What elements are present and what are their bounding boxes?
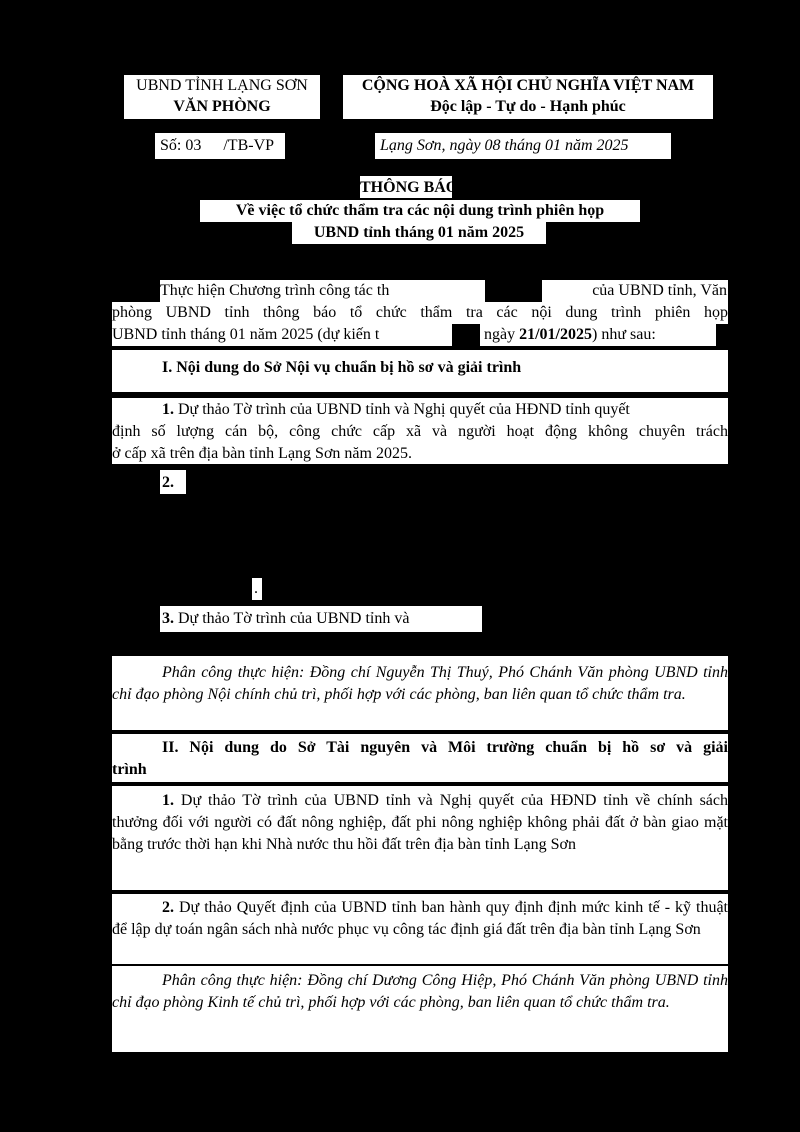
section2-assignment: Phân công thực hiện: Đồng chí Dương Công Hiệp, Phó Chánh Văn phòng UBND tỉnh chỉ đạo phòng Kinh tế chủ trì, phối hợp với các phòng, ban liên quan tổ chức thẩm tra. — [112, 972, 728, 1011]
intro-line3-tail: ) như sau: — [592, 326, 656, 343]
office-name: VĂN PHÒNG — [173, 98, 271, 115]
nation-name: CỘNG HOÀ XÃ HỘI CHỦ NGHĨA VIỆT NAM — [361, 77, 695, 94]
title-subject-line1: Về việc tổ chức thẩm tra các nội dung trình phiên họp — [235, 202, 605, 219]
section1-item3 — [162, 609, 409, 629]
section2-item1 — [112, 790, 728, 856]
document-title: THÔNG BÁO — [360, 179, 459, 196]
section2-item1-number: 1. — [162, 792, 174, 809]
intro-line2: phòng UBND tỉnh thông báo tổ chức thẩm tra các nội dung trình phiên họp — [112, 304, 728, 321]
intro-line1-end: của UBND tỉnh, Văn — [592, 282, 727, 299]
intro-line3-start: UBND tỉnh tháng 01 năm 2025 (dự kiến t — [112, 326, 380, 343]
section2-item1-text: Dự thảo Tờ trình của UBND tỉnh và Nghị quyết của HĐND tỉnh về chính sách thưởng đối với người có đất nông nghiệp, đất phi nông nghiệp không phải đất ở bàn giao mặt bằng trước thời hạn khi Nhà nước thu hồi đất trên địa bàn tỉnh Lạng Sơn — [112, 792, 729, 853]
section1-assignment: Phân công thực hiện: Đồng chí Nguyễn Thị Thuý, Phó Chánh Văn phòng UBND tỉnh chỉ đạo phòng Nội chính chủ trì, phối hợp với các phòng, ban liên quan tổ chức thẩm tra. — [112, 664, 728, 703]
section2-heading-line2: trình — [112, 761, 147, 778]
org-name: UBND TỈNH LẠNG SƠN — [136, 77, 308, 94]
document-number-prefix: Số: 03 — [160, 137, 202, 154]
section1-item1-text-line1: Dự thảo Tờ trình của UBND tỉnh và Nghị quyết của HĐND tỉnh quyết — [178, 401, 630, 418]
section1-item1-line3: ở cấp xã trên địa bàn tỉnh Lạng Sơn năm 2025. — [112, 445, 412, 462]
nation-motto: Độc lập - Tự do - Hạnh phúc — [430, 98, 626, 115]
section1-item1-number: 1. — [162, 401, 174, 418]
document-number — [160, 136, 274, 156]
section2-item2-number: 2. — [162, 899, 174, 916]
section1-item2-number: 2. — [162, 474, 174, 491]
section2-heading-line1: II. Nội dung do Sở Tài nguyên và Môi trường chuẩn bị hồ sơ và giải — [162, 739, 728, 756]
section1-item3-number: 3. — [162, 610, 174, 627]
section1-item2-tail: . — [254, 580, 258, 597]
section1-item1-line1 — [162, 400, 630, 420]
place-date: Lạng Sơn, ngày 08 tháng 01 năm 2025 — [380, 137, 629, 154]
section2-item2-text: Dự thảo Quyết định của UBND tỉnh ban hành quy định định mức kinh tế - kỹ thuật để lập dự toán ngân sách nhà nước phục vụ công tác định giá đất trên địa bàn tỉnh Lạng Sơn — [112, 899, 729, 938]
intro-line3-word: ngày — [484, 326, 516, 343]
title-subject-line2: UBND tỉnh tháng 01 năm 2025 — [313, 224, 525, 241]
intro-line1-start: Thực hiện Chương trình công tác th — [160, 282, 390, 299]
intro-line3-end — [484, 325, 656, 345]
section1-heading: I. Nội dung do Sở Nội vụ chuẩn bị hồ sơ và giải trình — [162, 359, 522, 376]
meeting-date: 21/01/2025 — [519, 326, 592, 343]
section2-item2 — [112, 897, 728, 941]
section1-item3-text: Dự thảo Tờ trình của UBND tỉnh và — [178, 610, 410, 627]
document-number-suffix: /TB-VP — [223, 137, 275, 154]
section1-item1-line2: định số lượng cán bộ, công chức cấp xã và người hoạt động không chuyên trách — [112, 423, 728, 440]
